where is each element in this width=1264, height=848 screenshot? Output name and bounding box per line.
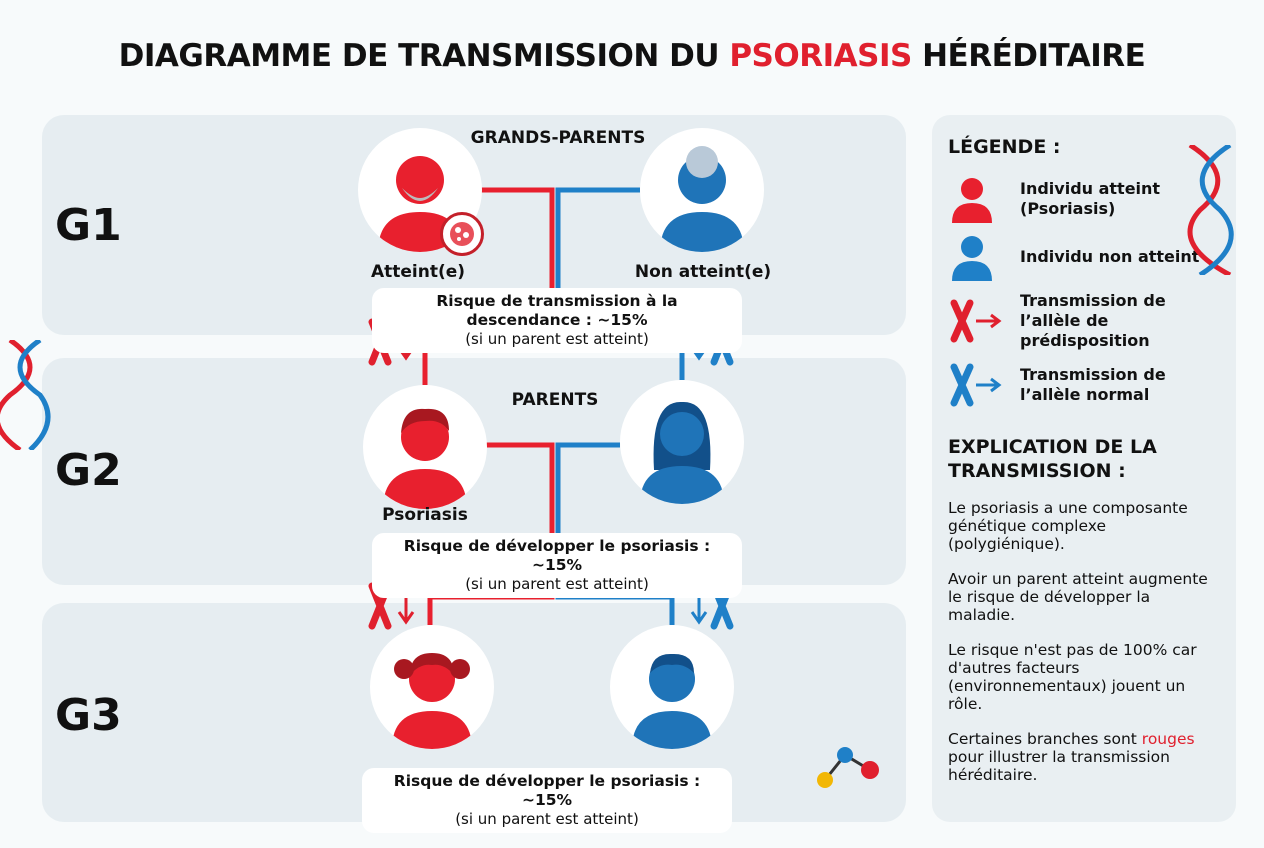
- explanation-title: EXPLICATION DE LA TRANSMISSION :: [948, 436, 1157, 482]
- text: Certaines branches sont: [948, 730, 1142, 748]
- risk-note: (si un parent est atteint): [465, 330, 649, 348]
- risk-note: (si un parent est atteint): [465, 575, 649, 593]
- psoriasis-skin-badge-icon: [440, 212, 484, 256]
- explanation-paragraph: Le psoriasis a une composante génétique complexe (polygiénique).: [948, 499, 1188, 553]
- blue-chromosome-arrow-icon: [948, 361, 1006, 409]
- generation-label-g3: G3: [55, 690, 122, 741]
- risk-note: (si un parent est atteint): [455, 810, 639, 828]
- legend-label: Individu atteint (Psoriasis): [1020, 179, 1161, 218]
- generation-label-g2: G2: [55, 445, 122, 496]
- grandparents-heading: GRANDS-PARENTS: [470, 128, 646, 148]
- legend-label: Individu non atteint: [1020, 247, 1200, 266]
- title-text-end: HÉRÉDITAIRE: [911, 38, 1146, 74]
- title-text: DIAGRAMME DE TRANSMISSION DU: [118, 38, 730, 74]
- affected-person-icon: [948, 175, 1006, 223]
- red-chromosome-arrow-icon: [948, 297, 1006, 345]
- father-label: Psoriasis: [382, 505, 468, 525]
- legend-label: Transmission de l’allèle normal: [1020, 365, 1166, 404]
- dna-helix-icon: [0, 340, 60, 450]
- father-affected-avatar: [363, 385, 487, 509]
- molecule-icon: [815, 740, 885, 800]
- risk-box-g3: [362, 768, 732, 833]
- legend-item-blue-allele: [948, 361, 1220, 409]
- son-unaffected-avatar: [610, 625, 734, 749]
- explanation-paragraph: Le risque n'est pas de 100% car d'autres facteurs (environnementaux) jouent un rôle.: [948, 641, 1197, 713]
- explanation-paragraph: [948, 730, 1220, 784]
- text: pour illustrer la transmission héréditaire.: [948, 748, 1170, 784]
- dna-helix-icon: [1180, 145, 1250, 275]
- title-highlight: PSORIASIS: [729, 38, 912, 74]
- risk-box-g2: [372, 533, 742, 598]
- explanation-text: [948, 499, 1220, 784]
- grandmother-unaffected-avatar: [640, 128, 764, 252]
- risk-text: Risque de développer le psoriasis : ~15%: [393, 772, 701, 809]
- unaffected-person-icon: [948, 233, 1006, 281]
- risk-text: Risque de transmission à la descendance : ~15%: [436, 292, 678, 329]
- legend-item-red-allele: [948, 291, 1220, 351]
- explanation-paragraph: Avoir un parent atteint augmente le risque de développer la maladie.: [948, 570, 1208, 624]
- risk-box-g1: [372, 288, 742, 353]
- daughter-affected-avatar: [370, 625, 494, 749]
- legend-title: LÉGENDE :: [948, 136, 1061, 158]
- grandmother-label: Non atteint(e): [634, 262, 772, 282]
- legend-label: Transmission de l’allèle de prédisposition: [1020, 291, 1166, 350]
- highlight-red: rouges: [1141, 730, 1195, 748]
- parents-heading: PARENTS: [511, 390, 599, 410]
- grandfather-label: Atteint(e): [370, 262, 466, 282]
- risk-text: Risque de développer le psoriasis : ~15%: [403, 537, 711, 574]
- generation-label-g1: G1: [55, 200, 122, 251]
- mother-unaffected-avatar: [620, 380, 744, 504]
